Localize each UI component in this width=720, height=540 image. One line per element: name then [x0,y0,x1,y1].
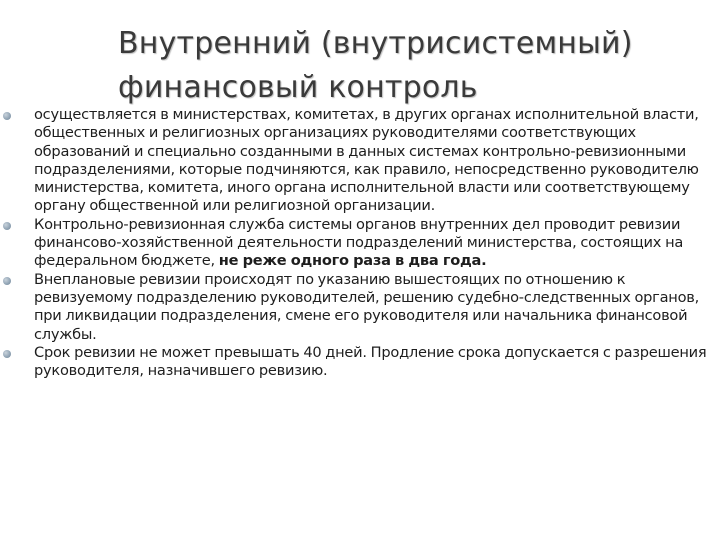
slide-title-line-2: финансовый контроль [118,70,478,105]
bullet-item-3 [0,271,710,344]
bullet-item-2 [0,216,710,271]
round-bullet-icon [3,112,11,120]
bullet-text-1: осуществляется в министерствах, комитетах, в других органах исполнительной власти, общественных и религиозных организациях руководителями соответствующих образований и специально созданными в данных системах контрольно-ревизионными подразделениями, которые подчиняются, как правило, непосредственно руководителю министерства, комитета, иного органа исполнительной власти или соответствующему органу общественной или религиозной организации. [34,106,699,215]
bullet-text-4: Срок ревизии не может превышать 40 дней. Продление срока допускается с разрешения руководителя, назначившего ревизию. [34,343,707,380]
bullet-list [0,106,710,380]
round-bullet-icon [3,222,11,230]
bullet-text-2-emphasis: не реже одного раза в два года. [218,252,487,270]
bullet-item-4 [0,344,710,381]
bullet-item-1 [0,106,710,216]
round-bullet-icon [3,277,11,285]
slide-title [118,22,698,110]
bullet-text-3: Внеплановые ревизии происходят по указанию вышестоящих по отношению к ревизуемому подразделению руководителей, решению судебно-следственных органов, при ликвидации подразделения, смене его руководителя или начальника финансовой службы. [34,270,699,343]
round-bullet-icon [3,350,11,358]
slide-title-line-1: Внутренний (внутрисистемный) [118,26,633,61]
bullet-text-2: Контрольно-ревизионная служба системы органов внутренних дел проводит ревизии финансово-хозяйственной деятельности подразделений министерства, состоящих на федеральном бюджете, [34,215,684,270]
